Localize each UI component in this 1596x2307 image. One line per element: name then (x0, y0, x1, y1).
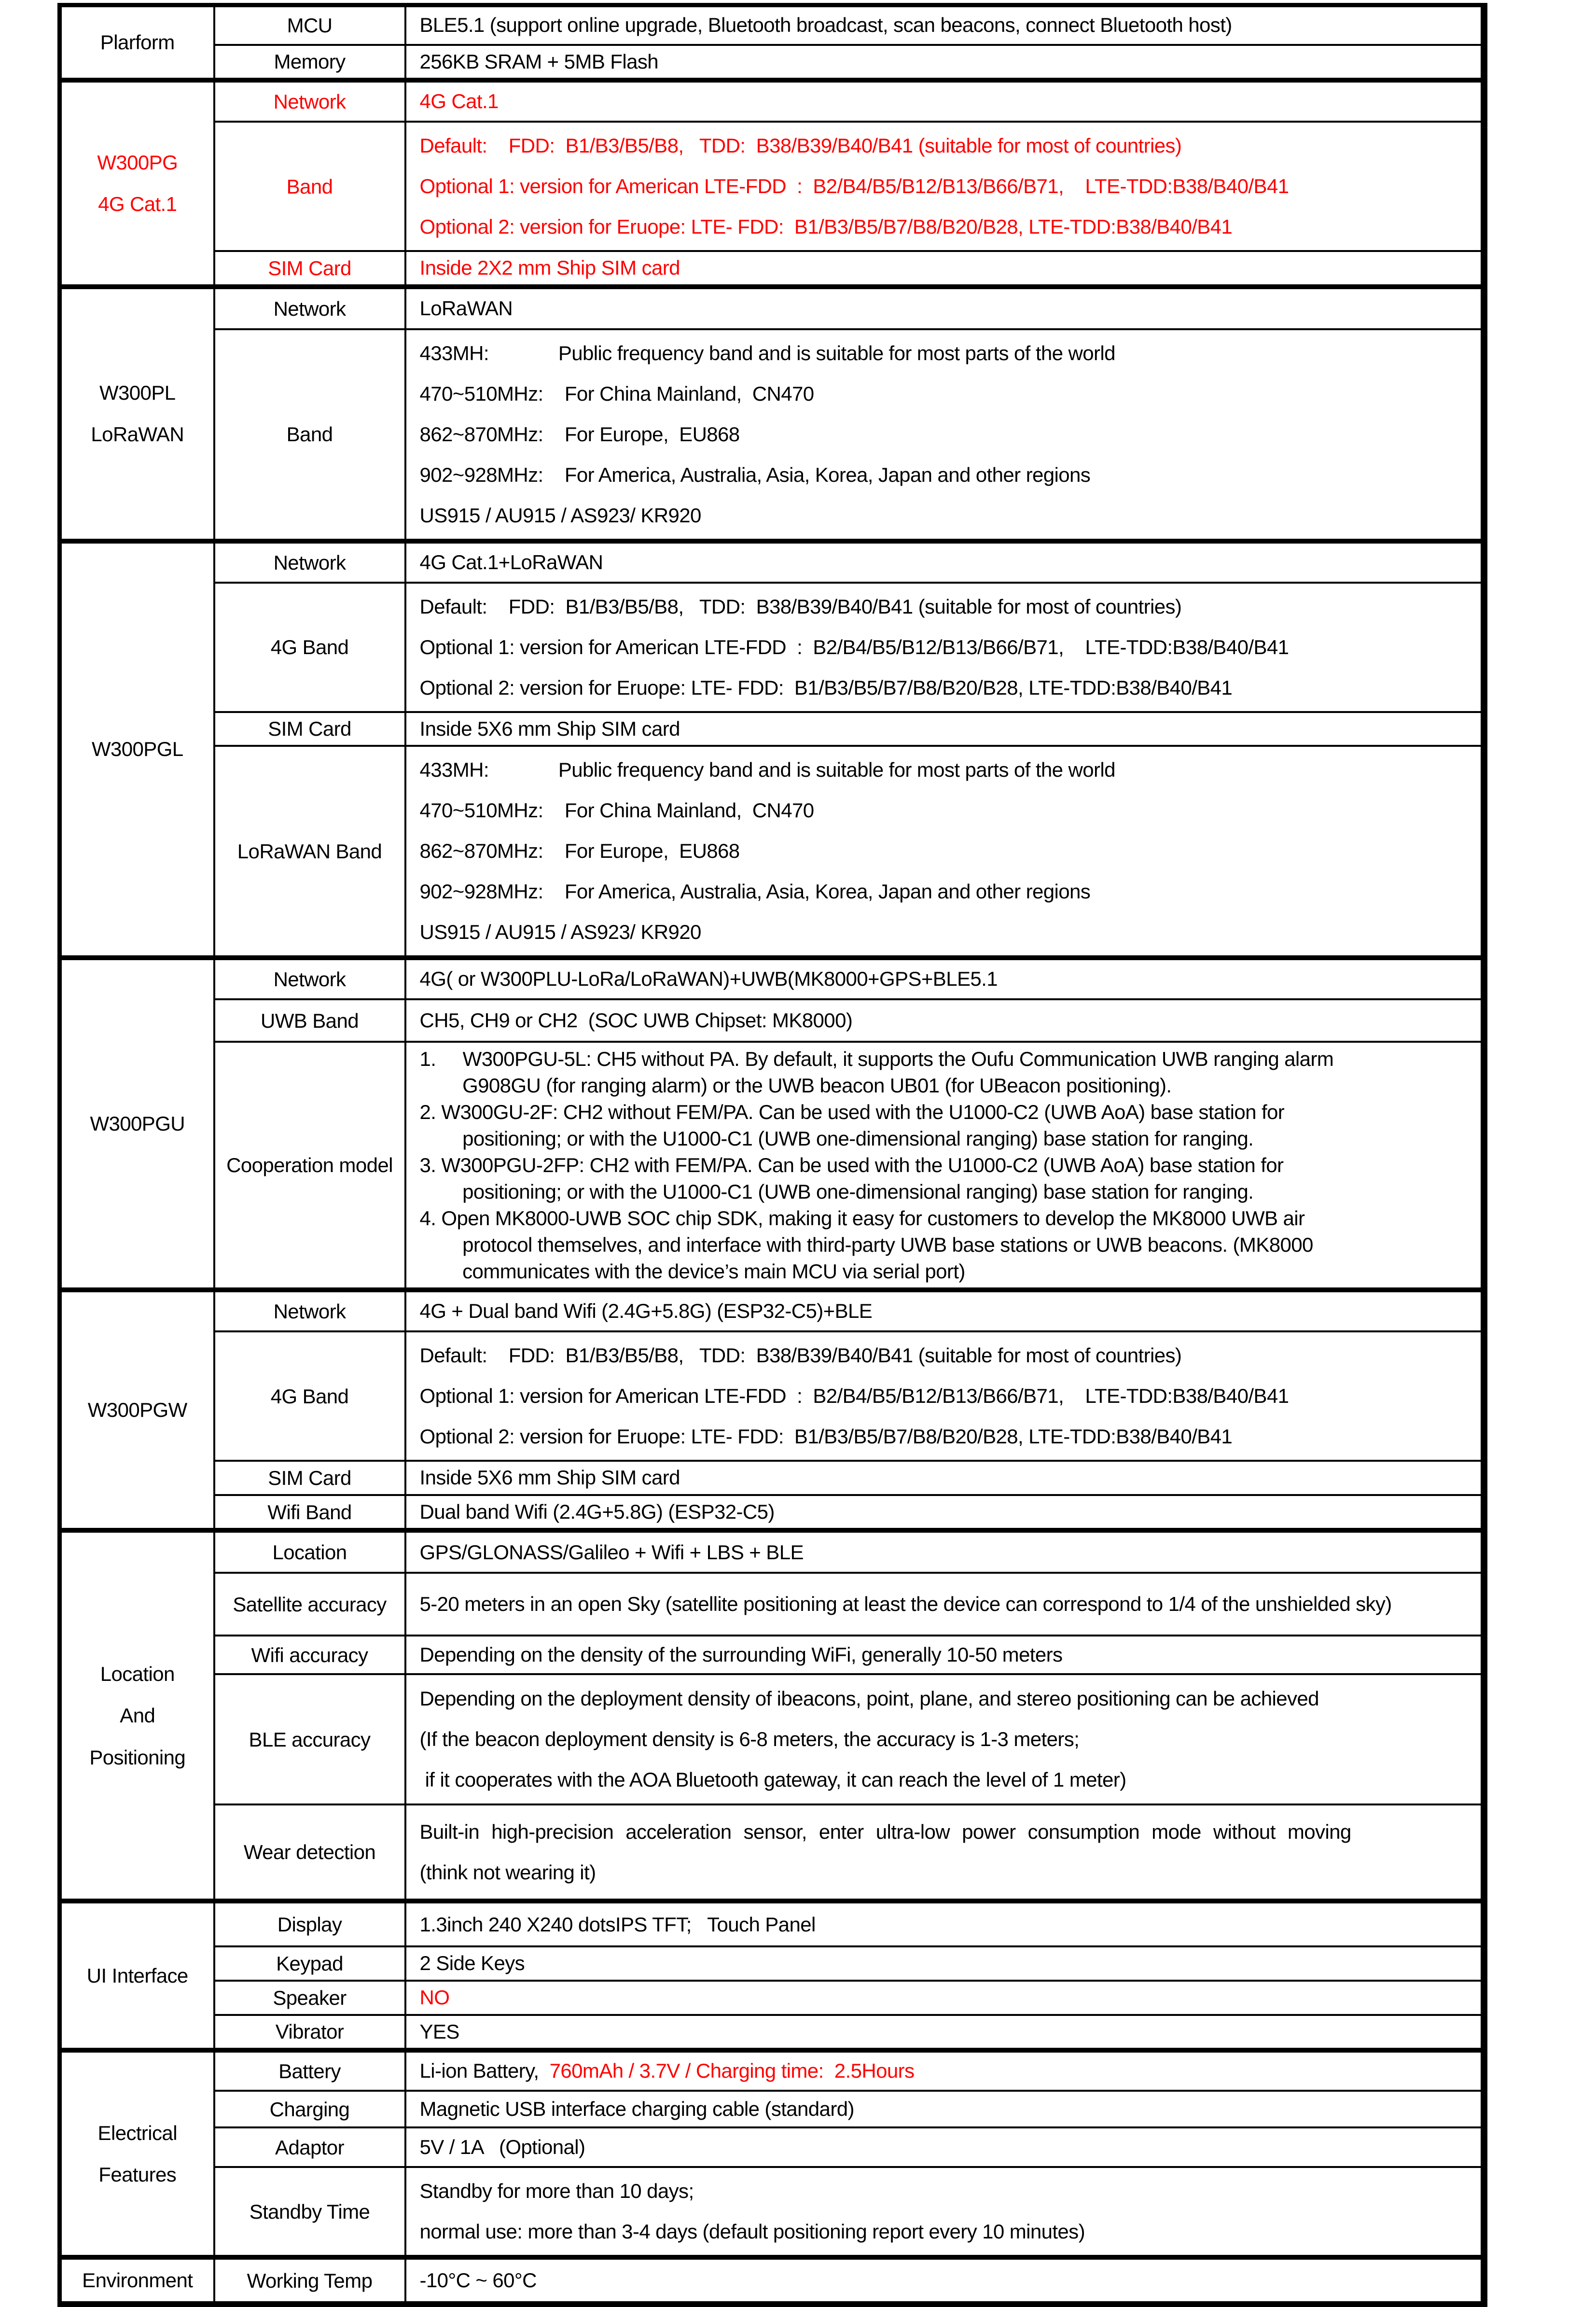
table-row (60, 2167, 1484, 2257)
spec-value-line: 4G + Dual band Wifi (2.4G+5.8G) (ESP32-C5)+BLE (419, 1300, 873, 1323)
spec-value-line: Magnetic USB interface charging cable (standard) (419, 2097, 854, 2120)
spec-label-4g-band: 4G Band (214, 1331, 405, 1461)
spec-label-vibrator: Vibrator (214, 2015, 405, 2051)
spec-value-line: YES (419, 2020, 459, 2043)
spec-value-line: Dual band Wifi (2.4G+5.8G) (ESP32-C5) (419, 1500, 775, 1523)
spec-value-wear-detection (405, 1804, 1484, 1901)
table-row (60, 1674, 1484, 1804)
table-row (60, 2050, 1484, 2091)
table-row (60, 5, 1484, 45)
spec-value-line: 433MH: Public frequency band and is suitable for most parts of the world (419, 341, 1115, 364)
spec-value-line: if it cooperates with the AOA Bluetooth gateway, it can reach the level of 1 meter) (419, 1768, 1126, 1791)
spec-label-speaker: Speaker (214, 1981, 405, 2015)
spec-value-line: BLE5.1 (support online upgrade, Bluetooth broadcast, scan beacons, connect Bluetooth host) (419, 14, 1232, 37)
spec-label-band: Band (214, 122, 405, 251)
group-label-line: W300PGL (91, 738, 183, 761)
spec-label-ble-accuracy: BLE accuracy (214, 1674, 405, 1804)
spec-label-satellite-accuracy: Satellite accuracy (214, 1573, 405, 1636)
group-label-line: W300PGU (90, 1112, 185, 1135)
spec-label-sim-card: SIM Card (214, 1461, 405, 1495)
spec-value-line: LoRaWAN (419, 296, 513, 320)
spec-value-line: Optional 2: version for Eruope: LTE- FDD: B1/B3/B5/B7/B8/B20/B28, LTE-TDD:B38/B40/B41 (419, 215, 1233, 238)
spec-value-charging (405, 2091, 1484, 2127)
spec-label-standby-time: Standby Time (214, 2167, 405, 2257)
spec-value-line: 5V / 1A (Optional) (419, 2135, 585, 2158)
spec-value-line: NO (419, 1986, 450, 2009)
spec-value-network (405, 958, 1484, 999)
spec-value-line: CH5, CH9 or CH2 (SOC UWB Chipset: MK8000) (419, 1008, 853, 1032)
group-label-line: Electrical (97, 2121, 177, 2144)
spec-value-ble-accuracy (405, 1674, 1484, 1804)
group-label-line: Features (98, 2163, 177, 2186)
group-label-line: W300PG (97, 151, 178, 174)
spec-value-network (405, 80, 1484, 122)
spec-value-line: 862~870MHz: For Europe, EU868 (419, 839, 740, 863)
spec-value-line: 433MH: Public frequency band and is suitable for most parts of the world (419, 758, 1115, 782)
table-row (60, 1495, 1484, 1531)
spec-value-adaptor (405, 2127, 1484, 2167)
spec-value-vibrator (405, 2015, 1484, 2051)
table-row (60, 2091, 1484, 2127)
spec-value-line: Default: FDD: B1/B3/B5/B8, TDD: B38/B39/B40/B41 (suitable for most of countries) (419, 595, 1182, 618)
group-cell-w300pgw (60, 1290, 214, 1530)
spec-label-wifi-accuracy: Wifi accuracy (214, 1636, 405, 1674)
group-label-line: And (120, 1704, 155, 1727)
group-cell-platform (60, 5, 214, 81)
spec-label-working-temp: Working Temp (214, 2257, 405, 2304)
spec-label-wifi-band: Wifi Band (214, 1495, 405, 1531)
spec-value-network (405, 541, 1484, 583)
spec-value-line: GPS/GLONASS/Galileo + Wifi + LBS + BLE (419, 1540, 804, 1564)
table-row (60, 712, 1484, 746)
spec-value-line: 4G Cat.1 (419, 90, 499, 113)
spec-label-network: Network (214, 1290, 405, 1331)
group-label-line: UI Interface (86, 1964, 188, 1987)
table-row (60, 1804, 1484, 1901)
spec-value-line: normal use: more than 3-4 days (default positioning report every 10 minutes) (419, 2220, 1085, 2243)
spec-label-cooperation-model: Cooperation model (214, 1042, 405, 1290)
table-row (60, 1946, 1484, 1981)
table-row (60, 1331, 1484, 1461)
spec-value-line: Depending on the density of the surrounding WiFi, generally 10-50 meters (419, 1643, 1063, 1666)
table-row (60, 999, 1484, 1042)
spec-value-line: 256KB SRAM + 5MB Flash (419, 50, 659, 73)
spec-value-line: Default: FDD: B1/B3/B5/B8, TDD: B38/B39/B40/B41 (suitable for most of countries) (419, 134, 1182, 157)
spec-value-satellite-accuracy (405, 1573, 1484, 1636)
spec-value-line: Optional 1: version for American LTE-FDD : B2/B4/B5/B12/B13/B66/B71, LTE-TDD:B38/B40/B41 (419, 1384, 1289, 1408)
spec-value-line: -10°C ~ 60°C (419, 2269, 537, 2292)
table-row (60, 2015, 1484, 2051)
group-cell-w300pl (60, 287, 214, 541)
spec-value-line: Optional 1: version for American LTE-FDD : B2/B4/B5/B12/B13/B66/B71, LTE-TDD:B38/B40/B41 (419, 635, 1289, 658)
spec-value-line: Optional 2: version for Eruope: LTE- FDD: B1/B3/B5/B7/B8/B20/B28, LTE-TDD:B38/B40/B41 (419, 676, 1233, 699)
spec-label-uwb-band: UWB Band (214, 999, 405, 1042)
spec-value-line: (If the beacon deployment density is 6-8 meters, the accuracy is 1-3 meters; (419, 1728, 1080, 1751)
spec-value-line: 4. Open MK8000-UWB SOC chip SDK, making it easy for customers to develop the MK8000 UWB air (419, 1207, 1305, 1230)
spec-value-sim-card (405, 1461, 1484, 1495)
spec-value-sim-card (405, 251, 1484, 287)
spec-value-line: 470~510MHz: For China Mainland, CN470 (419, 382, 814, 405)
spec-value-uwb-band (405, 999, 1484, 1042)
spec-value-sim-card (405, 712, 1484, 746)
spec-value-4g-band (405, 583, 1484, 712)
spec-label-lorawan-band: LoRaWAN Band (214, 746, 405, 958)
battery-text-black: Li-ion Battery, (419, 2059, 550, 2083)
table-row (60, 1901, 1484, 1946)
spec-value-line: 3. W300PGU-2FP: CH2 with FEM/PA. Can be used with the U1000-C2 (UWB AoA) base station for (419, 1154, 1284, 1177)
group-label-line: Positioning (89, 1746, 186, 1769)
spec-value-line: 902~928MHz: For America, Australia, Asia, Korea, Japan and other regions (419, 463, 1091, 486)
spec-value-line: G908GU (for ranging alarm) or the UWB beacon UB01 (for UBeacon positioning). (419, 1074, 1172, 1097)
table-row (60, 1636, 1484, 1674)
spec-label-4g-band: 4G Band (214, 583, 405, 712)
spec-value-line: 4G( or W300PLU-LoRa/LoRaWAN)+UWB(MK8000+GPS+BLE5.1 (419, 967, 998, 991)
table-row (60, 583, 1484, 712)
table-row (60, 329, 1484, 541)
group-label-line: Plarform (100, 31, 175, 54)
spec-value-cooperation-model (405, 1042, 1484, 1290)
group-cell-location-positioning (60, 1530, 214, 1901)
table-row (60, 1290, 1484, 1331)
group-label-line: W300PGW (87, 1398, 187, 1422)
spec-value-band (405, 122, 1484, 251)
spec-value-location (405, 1530, 1484, 1573)
table-row (60, 2257, 1484, 2304)
battery-text-red: 760mAh / 3.7V / Charging time: 2.5Hours (549, 2059, 915, 2083)
spec-label-memory: Memory (214, 45, 405, 81)
spec-value-line: 4G Cat.1+LoRaWAN (419, 550, 603, 573)
spec-value-network (405, 1290, 1484, 1331)
spec-label-network: Network (214, 541, 405, 583)
spec-value-wifi-band (405, 1495, 1484, 1531)
spec-value-display (405, 1901, 1484, 1946)
spec-value-line: positioning; or with the U1000-C1 (UWB one-dimensional ranging) base station for ranging. (419, 1127, 1254, 1150)
spec-table (57, 3, 1487, 2307)
spec-value-speaker (405, 1981, 1484, 2015)
group-label-line: W300PL (99, 381, 176, 405)
spec-label-adaptor: Adaptor (214, 2127, 405, 2167)
table-row (60, 1461, 1484, 1495)
group-cell-environment (60, 2257, 214, 2304)
table-row (60, 2127, 1484, 2167)
spec-value-line: Optional 1: version for American LTE-FDD : B2/B4/B5/B12/B13/B66/B71, LTE-TDD:B38/B40/B41 (419, 175, 1289, 198)
spec-value-line: 902~928MHz: For America, Australia, Asia, Korea, Japan and other regions (419, 880, 1091, 903)
spec-value-line: positioning; or with the U1000-C1 (UWB one-dimensional ranging) base station for ranging. (419, 1180, 1254, 1203)
spec-value-battery (405, 2050, 1484, 2091)
spec-value-mcu (405, 5, 1484, 45)
spec-value-line: US915 / AU915 / AS923/ KR920 (419, 503, 701, 527)
spec-value-line: Inside 5X6 mm Ship SIM card (419, 717, 680, 740)
spec-value-line: 862~870MHz: For Europe, EU868 (419, 422, 740, 446)
spec-label-battery: Battery (214, 2050, 405, 2091)
spec-value-line: 1.3inch 240 X240 dotsIPS TFT; Touch Panel (419, 1913, 816, 1936)
table-row (60, 122, 1484, 251)
spec-value-line: 2. W300GU-2F: CH2 without FEM/PA. Can be used with the U1000-C2 (UWB AoA) base station for (419, 1101, 1285, 1124)
spec-value-line: Built-in high-precision acceleration sensor, enter ultra-low power consumption mode without moving (419, 1820, 1351, 1843)
spec-value-band (405, 329, 1484, 541)
spec-value-keypad (405, 1946, 1484, 1981)
table-row (60, 1042, 1484, 1290)
table-row (60, 45, 1484, 81)
table-row (60, 287, 1484, 329)
spec-label-network: Network (214, 287, 405, 329)
table-row (60, 746, 1484, 958)
spec-value-line: 2 Side Keys (419, 1952, 525, 1975)
spec-label-band: Band (214, 329, 405, 541)
spec-label-display: Display (214, 1901, 405, 1946)
spec-value-line: (think not wearing it) (419, 1860, 596, 1884)
group-label-line: LoRaWAN (91, 423, 184, 446)
group-cell-electrical-features (60, 2050, 214, 2257)
table-row (60, 80, 1484, 122)
spec-value-line: 470~510MHz: For China Mainland, CN470 (419, 799, 814, 822)
spec-value-working-temp (405, 2257, 1484, 2304)
group-label-line: Location (100, 1663, 175, 1686)
spec-value-line: protocol themselves, and interface with third-party UWB base stations or UWB beacons. (MK8000 (419, 1233, 1313, 1257)
spec-value-line: 1. W300PGU-5L: CH5 without PA. By default, it supports the Oufu Communication UWB ranging alarm (419, 1048, 1334, 1071)
spec-value-line: Inside 5X6 mm Ship SIM card (419, 1466, 680, 1489)
spec-label-network: Network (214, 958, 405, 999)
spec-value-standby-time (405, 2167, 1484, 2257)
spec-value-4g-band (405, 1331, 1484, 1461)
table-row (60, 1573, 1484, 1636)
table-row (60, 251, 1484, 287)
spec-label-wear-detection: Wear detection (214, 1804, 405, 1901)
spec-label-sim-card: SIM Card (214, 251, 405, 287)
table-row (60, 1981, 1484, 2015)
spec-value-line: Default: FDD: B1/B3/B5/B8, TDD: B38/B39/B40/B41 (suitable for most of countries) (419, 1344, 1182, 1367)
spec-label-keypad: Keypad (214, 1946, 405, 1981)
spec-value-line: Depending on the deployment density of ibeacons, point, plane, and stereo positioning can be achieved (419, 1687, 1319, 1710)
spec-value-line: 5-20 meters in an open Sky (satellite positioning at least the device can correspond to 1/4 of the unshielded sky) (419, 1593, 1392, 1616)
table-row (60, 958, 1484, 999)
spec-value-lorawan-band (405, 746, 1484, 958)
group-cell-w300pg (60, 80, 214, 287)
group-label-line: Environment (82, 2269, 193, 2292)
spec-value-line: Inside 2X2 mm Ship SIM card (419, 256, 680, 280)
spec-value-line: US915 / AU915 / AS923/ KR920 (419, 921, 701, 944)
spec-value-line: communicates with the device’s main MCU via serial port) (419, 1260, 965, 1283)
spec-value-network (405, 287, 1484, 329)
spec-value-line: Standby for more than 10 days; (419, 2180, 694, 2203)
spec-value-line: Optional 2: version for Eruope: LTE- FDD: B1/B3/B5/B7/B8/B20/B28, LTE-TDD:B38/B40/B41 (419, 1425, 1233, 1448)
spec-value-wifi-accuracy (405, 1636, 1484, 1674)
group-cell-w300pgu (60, 958, 214, 1290)
group-cell-ui-interface (60, 1901, 214, 2050)
table-row (60, 541, 1484, 583)
spec-label-sim-card: SIM Card (214, 712, 405, 746)
spec-label-location: Location (214, 1530, 405, 1573)
table-row (60, 1530, 1484, 1573)
spec-label-charging: Charging (214, 2091, 405, 2127)
group-cell-w300pgl (60, 541, 214, 958)
group-label-line: 4G Cat.1 (98, 192, 177, 215)
spec-label-network: Network (214, 80, 405, 122)
spec-label-mcu: MCU (214, 5, 405, 45)
spec-value-line (420, 2058, 1475, 2084)
spec-value-memory (405, 45, 1484, 81)
